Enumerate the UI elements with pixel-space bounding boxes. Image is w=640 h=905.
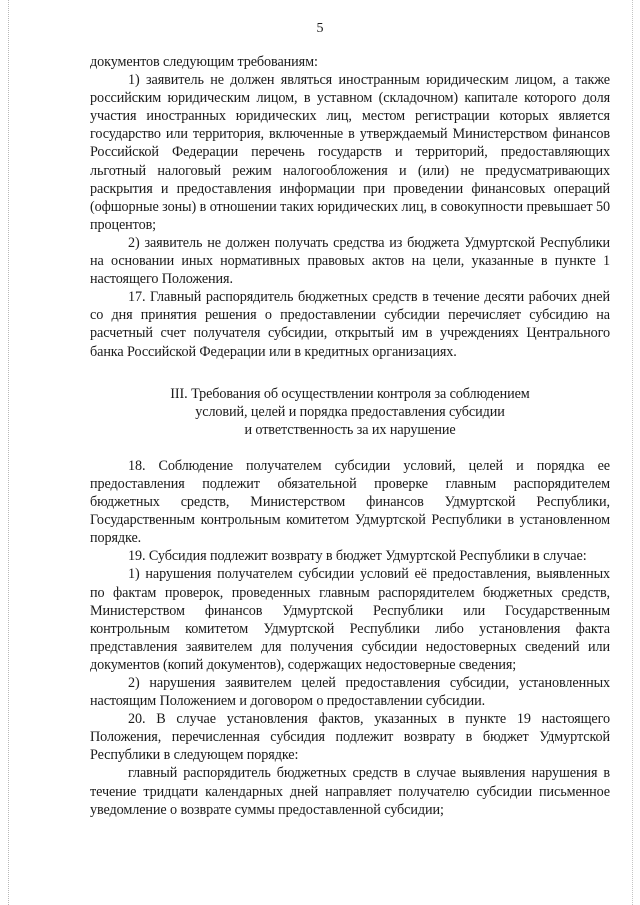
section-heading-line3: и ответственность за их нарушение [244,421,456,438]
section-heading [90,385,610,439]
paragraph-18: 18. Соблюдение получателем субсидии условий, целей и порядка ее предоставления подлежит обязательной проверке главным распорядителем бюджетных средств, Министерством финансов Удмуртской Республики, Государственным контрольным комитетом Удмуртской Республики в установленном порядке. [90,457,610,547]
paragraph-19: 19. Субсидия подлежит возврату в бюджет Удмуртской Республики в случае: [128,548,587,565]
paragraph-16-1: 1) заявитель не должен являться иностранным юридическим лицом, а также российским юридическим лицом, в уставном (складочном) капитале которого доля участия иностранных юридических лиц, местом регистрации которых является государство или территория, включенные в утверждаемый Министерством финансов Российской Федерации перечень государств и территорий, предоставляющих льготный налоговый режим налогообложения и (или) не предусматривающих раскрытия и предоставления информации при проведении финансовых операций (офшорные зоны) в отношении таких юридических лиц, в совокупности превышает 50 процентов; [90,72,610,233]
paragraph-19-2: 2) нарушения заявителем целей предоставления субсидии, установленных настоящим Положением и договором о предоставлении субсидии. [90,675,610,710]
paragraph-20-procedure: главный распорядитель бюджетных средств в случае выявления нарушения в течение тридцати календарных дней направляет получателю субсидии письменное уведомление о возврате суммы предоставленной субсидии; [90,765,610,818]
paragraph-17: 17. Главный распорядитель бюджетных средств в течение десяти рабочих дней со дня принятия решения о предоставлении субсидии перечисляет субсидию на расчетный счет получателя субсидии, открытый им в учреждениях Центрального банка Российской Федерации или в кредитных организациях. [90,289,610,360]
document-body [90,53,610,819]
section-heading-line1: III. Требования об осуществлении контроля за соблюдением [170,385,530,402]
scan-edge-left [8,0,10,905]
paragraph-19-1: 1) нарушения получателем субсидии условий её предоставления, выявленных по фактам проверок, проведенных главным распорядителем бюджетных средств, Министерством финансов Удмуртской Республики или Государственным контрольным комитетом Удмуртской Республики либо установления факта представления заявителем для получения субсидии недостоверных сведений или документов (копий документов), содержащих недостоверные сведения; [90,566,610,673]
paragraph-20: 20. В случае установления фактов, указанных в пункте 19 настоящего Положения, перечисленная субсидия подлежит возврату в бюджет Удмуртской Республики в следующем порядке: [90,711,610,764]
scan-edge-right [632,0,634,905]
paragraph-16-2: 2) заявитель не должен получать средства из бюджета Удмуртской Республики на основании иных нормативных правовых актов на цели, указанные в пункте 1 настоящего Положения. [90,234,610,288]
page-number: 5 [316,21,324,36]
paragraph-continuation: документов следующим требованиям: [90,54,318,70]
section-heading-line2: условий, целей и порядка предоставления субсидии [195,403,505,420]
